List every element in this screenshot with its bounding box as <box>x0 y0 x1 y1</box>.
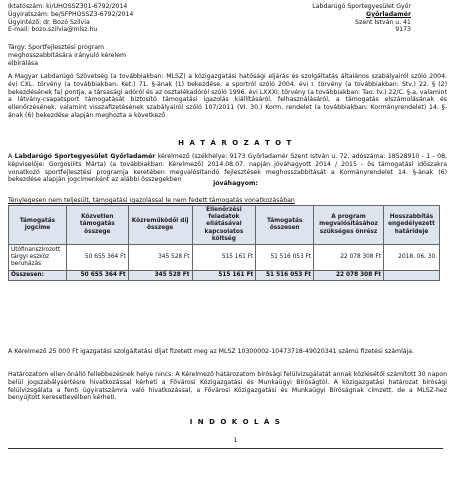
total-kozremukodoi: 345 528 Ft <box>128 271 192 281</box>
cell-hatarido: 2018. 06. 30. <box>384 245 440 271</box>
decision-org-name: Labdarúgó Sportegyesület Győrladamér <box>14 153 156 160</box>
col-header-kozremukodoi: Közreműködői díj összege <box>128 206 192 245</box>
cell-kozvetlen: 50 655 364 Ft <box>66 245 128 271</box>
ref-line-ugyiratszam: Ügyiratszám: be/SFPHOSSZ3-6792/2014 <box>8 10 134 18</box>
approve-label: jóváhagyom: <box>213 180 258 187</box>
total-osszesen: 51 516 053 Ft <box>256 271 314 281</box>
col-header-hatarido: Hosszabbítás engedélyezett határideje <box>384 206 440 245</box>
appeal-paragraph: Határozatom ellen önálló fellebbezésnek helye nincs. A Kérelmező határozatom bírósági felülvizsgálatát annak közlésétől számított 30 napon belül jogszabálysértésre hivatkozással kérheti a Fővárosi Közigazgatási és Munkaügyi Bíróságtól. A közigazgatási határozat bírósági felülvizsgálata a fenti ügyiratszámra való hivatkozással, a Fővárosi Közigazgatási és Munkaügyi Bíróságnak címzett, de a MLSZ-hez benyújtott keresetlevélben kérheti. <box>8 371 447 402</box>
addressee-street: Szent István u. 41 <box>355 18 411 26</box>
page-number: 1 <box>233 437 238 444</box>
addressee-postcode: 9173 <box>395 26 411 34</box>
total-label: Összesen: <box>9 271 67 281</box>
addressee-name: Győrladamér <box>365 10 411 18</box>
cell-osszesen: 51 516 053 Ft <box>256 245 314 271</box>
table-total-row <box>9 271 440 281</box>
decision-heading: H A T Á R O Z A T O T <box>178 139 293 147</box>
col-header-kozvetlen: Közvetlen támogatás összege <box>66 206 128 245</box>
total-onresz: 22 078 308 Ft <box>314 271 384 281</box>
cell-onresz: 22 078 308 Ft <box>314 245 384 271</box>
cell-kozremukodoi: 345 528 Ft <box>128 245 192 271</box>
fee-paragraph: A Kérelmező 25 000 Ft igazgatási szolgáltatási díjat fizetett meg az MLSZ 10300002-10473718-49020341 számú fizetési számlája. <box>8 348 415 355</box>
ref-line-email: E-mail: bozo.szilvia@mlsz.hu <box>8 26 98 34</box>
total-kozvetlen: 50 655 364 Ft <box>66 271 128 281</box>
col-header-ellenorzesi: Ellenőrzési feladatok ellátásával kapcsolatos költség <box>192 206 256 245</box>
decision-rest: kérelmező (székhelye: 9173 Győrladamér Szent István u. 72, adószáma: 18528910 - 1 - 08, képviselője: Gorgosilits Márta) (a továbbiakban: Kérelmező) 2014.08.07. napján jóváhagyott 2014 / 2015 - ös támogatási időszakra vonatkozó sportfejlesztési programja keretében megvalósítandó fejlesztések meghosszabbítását a Kormányrendelet 14. §-ának (6) bekezdése alapján jogcímenként az alábbi összegekben <box>8 153 447 184</box>
ref-line-iktatoszam: Iktatószám: ki/UHOSSZ301-6792/2014 <box>8 3 128 10</box>
reference-block <box>8 3 248 34</box>
col-header-onresz: A program megvalósításához szükséges önrész <box>314 206 384 245</box>
cell-jogcim: Utófinanszírozott tárgyi eszköz beruházás <box>9 245 67 271</box>
total-ellenorzesi: 515 161 Ft <box>192 271 256 281</box>
cell-ellenorzesi: 515 161 Ft <box>192 245 256 271</box>
reasons-heading: I N D O K O L Á S <box>189 418 282 426</box>
decision-prefix: A <box>8 153 15 160</box>
footer-divider <box>8 448 443 449</box>
subject-line: Tárgy: Sportfejlesztési program meghosszabbítására irányuló kérelem elbírálása <box>8 44 127 67</box>
ref-line-ugyintezo: Ügyintéző: dr. Bozó Szilvia <box>8 18 90 26</box>
addressee-block <box>312 3 411 34</box>
col-header-jogcim: Támogatás jogcíme <box>9 206 67 245</box>
table-row <box>9 245 440 271</box>
table-caption: Ténylegesen nem teljesült, támogatási igazolással le nem fedett támogatás vonatkozásában <box>8 197 295 204</box>
col-header-osszesen: Támogatás összesen <box>256 206 314 245</box>
intro-paragraph: A Magyar Labdarúgó Szövetség (a továbbiakban: MLSZ) a közigazgatási hatósági eljárás és szolgáltatás általános szabályairól szóló 2004. évi CXL. törvény (a továbbiakban: Ket.) 71. §-ának (1) bekezdése, a sportról szóló 2004. évi I. törvény (a továbbiakban: Stv.) 22. § (2) bekezdésének fa) pontja, a társasági adóról és az osztalékadóról szóló 1996. évi LXXXI. törvény (a továbbiakban: Tao. tv.) 22/C. §-a, valamint a látvány-csapatsport támogatását biztosító támogatási igazolás kiállításáról, felhasználásáról, a támogatás elszámolásának és ellenőrzésének, valamint visszafizetésének szabályairól szóló 107/2011 (VI. 30.) Korm. rendelet (a továbbiakban: Kormányrendelet) 14. §-ának (6) bekezdése alapján meghozta a következő <box>8 73 447 119</box>
addressee-line1: Labdarúgó Sportegyesület Győr <box>312 3 411 10</box>
table-header-row <box>9 206 440 245</box>
support-table <box>8 205 440 281</box>
total-hatarido <box>384 271 440 281</box>
